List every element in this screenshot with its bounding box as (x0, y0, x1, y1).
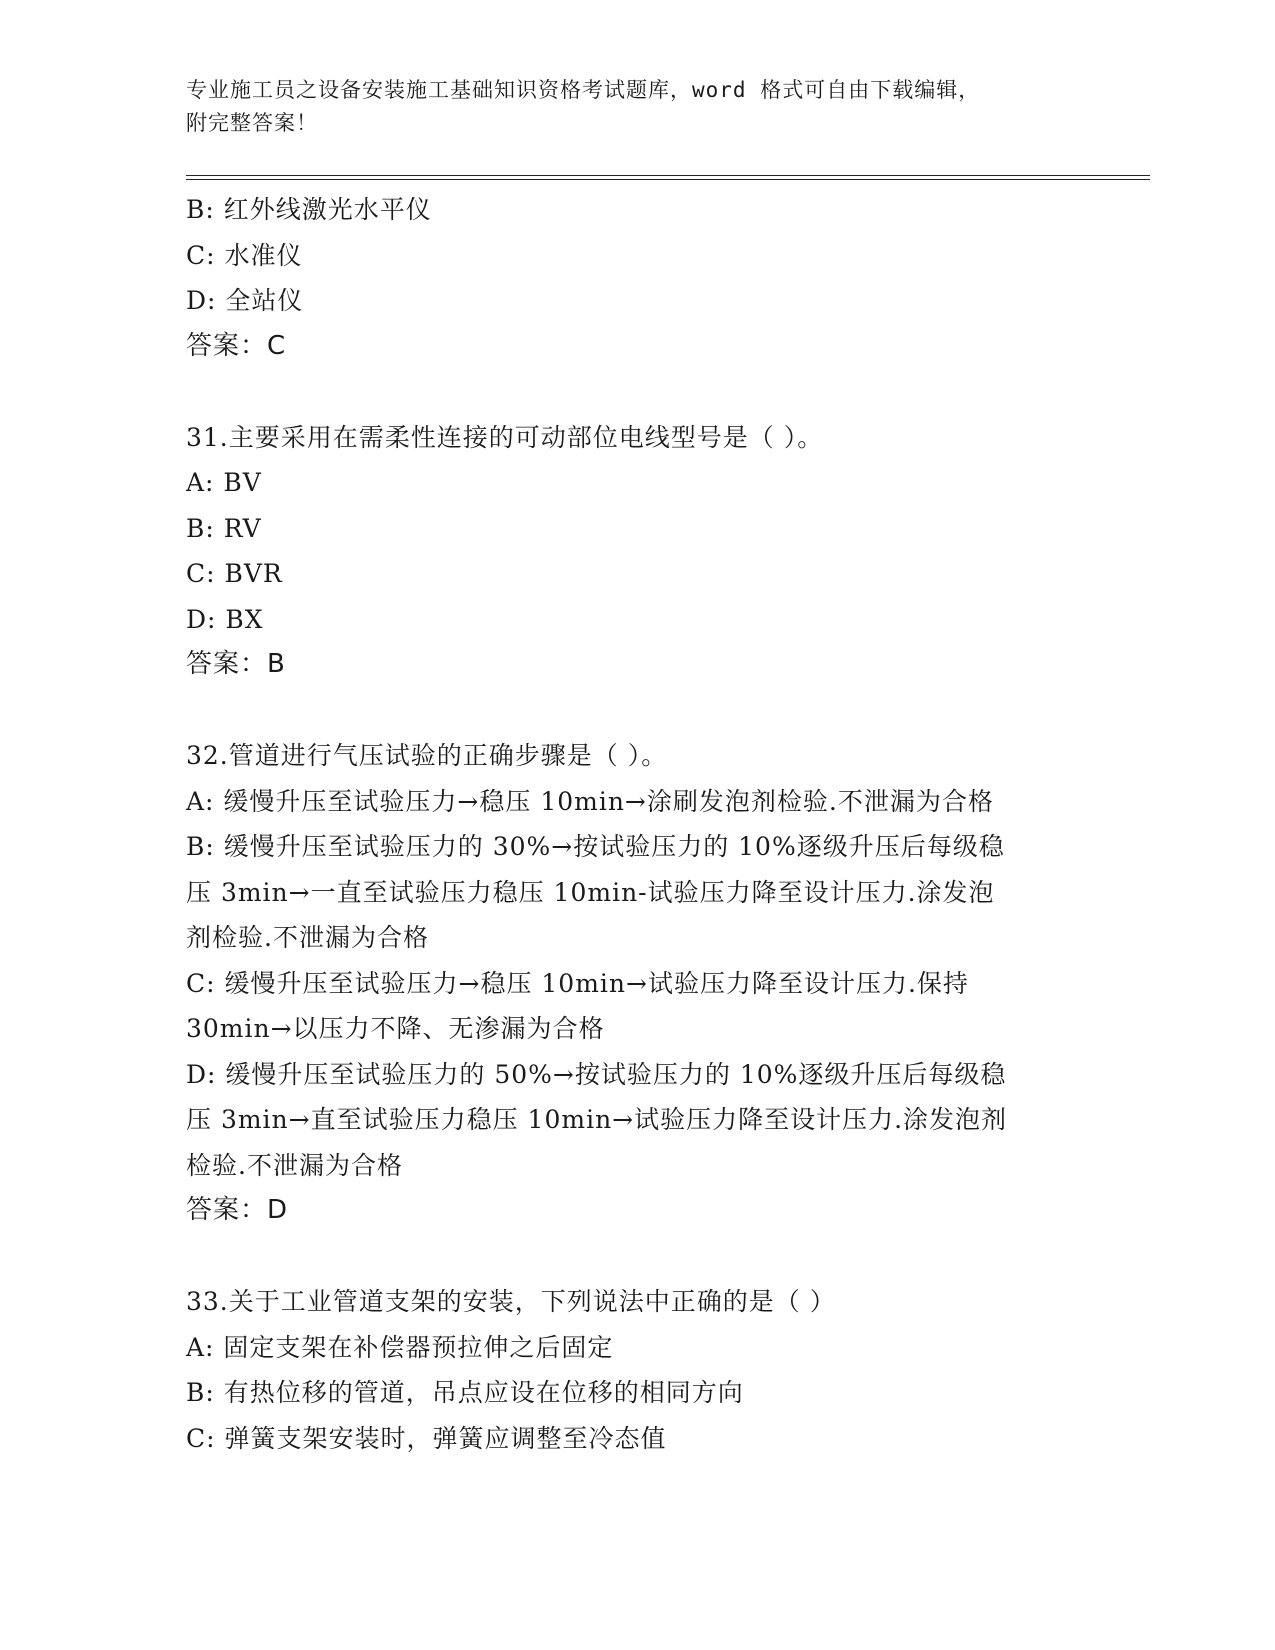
q32-option-d-line-1: D: 缓慢升压至试验压力的 50%→按试验压力的 10%逐级升压后每级稳 (186, 1059, 1007, 1089)
document-header (186, 74, 1086, 140)
q30-answer: 答案：C (186, 330, 287, 361)
q30-option-d: D: 全站仪 (186, 286, 304, 315)
q32-option-b-line-3: 剂检验.不泄漏为合格 (186, 923, 429, 952)
question-33 (186, 1279, 1086, 1461)
q31-option-a: A: BV (186, 468, 262, 497)
q30-option-c: C: 水准仪 (186, 240, 303, 270)
spacer (186, 688, 1086, 734)
q32-option-b-line-1: B: 缓慢升压至试验压力的 30%→按试验压力的 10%逐级升压后每级稳 (186, 832, 1005, 861)
q32-option-d-line-3: 检验.不泄漏为合格 (186, 1150, 403, 1180)
question-31 (186, 415, 1086, 688)
q31-question: 31.主要采用在需柔性连接的可动部位电线型号是（ ）。 (186, 422, 824, 452)
q32-option-d-line-2: 压 3min→直至试验压力稳压 10min→试验压力降至设计压力.涂发泡剂 (186, 1105, 1008, 1134)
q30-option-b: B: 红外线激光水平仪 (186, 195, 432, 224)
q31-option-d: D: BX (186, 604, 264, 634)
q33-question: 33.关于工业管道支架的安装，下列说法中正确的是（ ） (186, 1287, 836, 1316)
q32-option-a: A: 缓慢升压至试验压力→稳压 10min→涂刷发泡剂检验.不泄漏为合格 (186, 786, 994, 816)
q33-option-c: C: 弹簧支架安装时，弹簧应调整至冷态值 (186, 1423, 667, 1453)
header-divider (186, 175, 1150, 180)
question-30-tail (186, 187, 1086, 369)
question-list (186, 187, 1086, 1461)
spacer (186, 369, 1086, 415)
q31-option-c: C: BVR (186, 559, 283, 588)
q32-option-c-line-1: C: 缓慢升压至试验压力→稳压 10min→试验压力降至设计压力.保持 (186, 968, 969, 998)
question-32 (186, 733, 1086, 1234)
q32-answer: 答案：D (186, 1195, 289, 1225)
q32-option-b-line-2: 压 3min→一直至试验压力稳压 10min-试验压力降至设计压力.涂发泡 (186, 877, 995, 907)
q33-option-a: A: 固定支架在补偿器预拉伸之后固定 (186, 1332, 614, 1362)
q33-option-b: B: 有热位移的管道，吊点应设在位移的相同方向 (186, 1378, 744, 1407)
q31-option-b: B: RV (186, 513, 262, 543)
header-line-2: 附完整答案！ (186, 111, 318, 135)
q32-option-c-line-2: 30min→以压力不降、无渗漏为合格 (186, 1014, 605, 1043)
q32-question: 32.管道进行气压试验的正确步骤是（ ）。 (186, 741, 668, 770)
spacer (186, 1234, 1086, 1280)
q31-answer: 答案：B (186, 649, 286, 679)
header-line-1: 专业施工员之设备安装施工基础知识资格考试题库，word 格式可自由下载编辑， (186, 78, 981, 102)
